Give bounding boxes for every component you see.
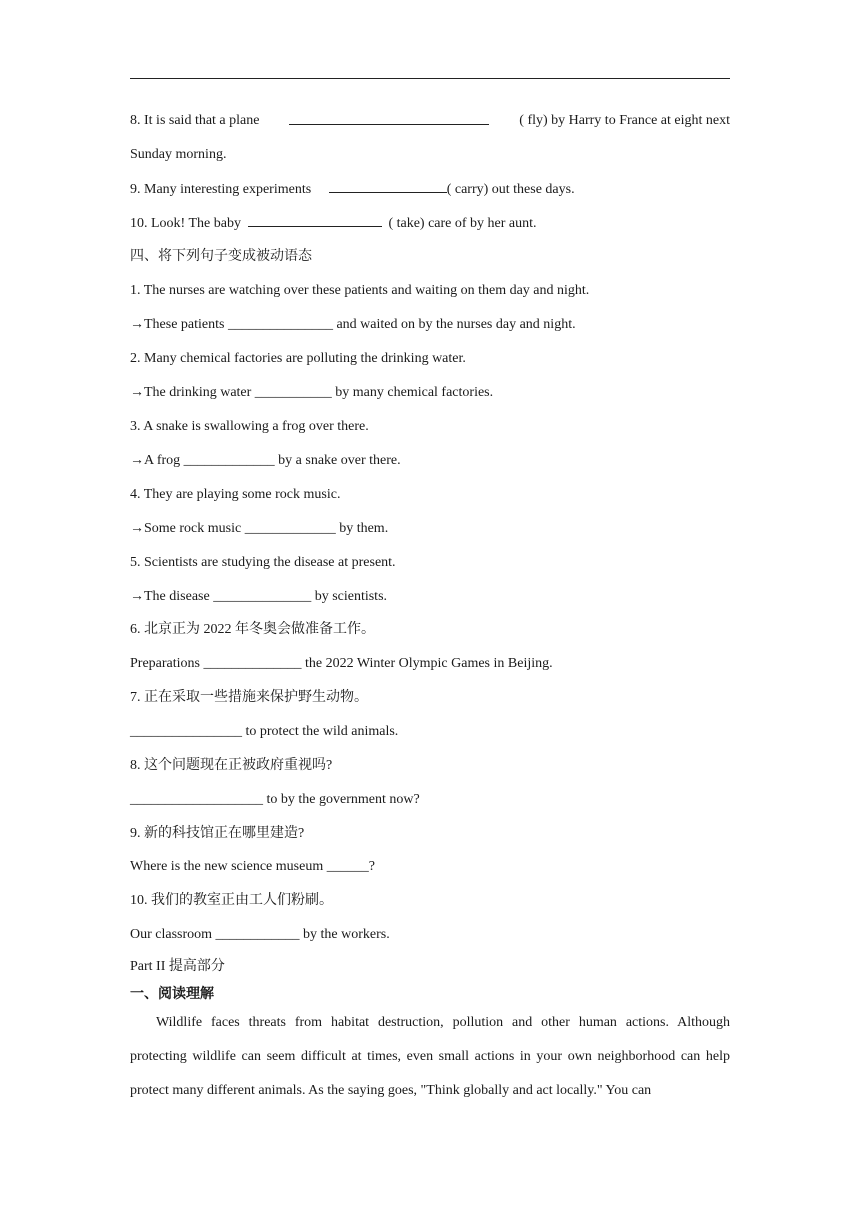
s4-line: →The disease ______________ by scientists. — [130, 589, 388, 604]
reading-passage: Wildlife faces threats from habitat destruction, pollution and other human actions. Although protecting wildlife can seem difficult at times, even small actions in your own neighborhood can help protect many different animals. As the saying goes, "Think globally and act locally." You can — [130, 1015, 730, 1098]
q8-text-b: ( fly) by Harry to France at eight next — [519, 113, 730, 128]
question-9 — [130, 180, 730, 199]
s4-line: 8. 这个问题现在正被政府重视吗? — [130, 758, 333, 773]
part-2-title: Part II 提高部分 — [130, 959, 225, 974]
s4-line: 9. 新的科技馆正在哪里建造? — [130, 826, 305, 841]
s4-line: Our classroom ____________ by the workers. — [130, 927, 390, 942]
q9-blank[interactable] — [329, 180, 447, 193]
s4-line: 5. Scientists are studying the disease at present. — [130, 555, 396, 570]
s4-line: →The drinking water ___________ by many chemical factories. — [130, 385, 494, 400]
s4-line: ___________________ to by the government now? — [130, 792, 420, 807]
q8-text-c: Sunday morning. — [130, 147, 227, 162]
q9-text-b: ( carry) out these days. — [446, 182, 575, 197]
reading-heading: 一、阅读理解 — [130, 987, 214, 1002]
question-10 — [130, 214, 730, 233]
q10-text-b: ( take) care of by her aunt. — [388, 216, 537, 231]
q9-text-a: 9. Many interesting experiments — [130, 182, 312, 197]
header-rule — [130, 78, 730, 79]
s4-line: 2. Many chemical factories are polluting the drinking water. — [130, 351, 466, 366]
q8-blank[interactable] — [289, 112, 489, 125]
s4-line: ________________ to protect the wild animals. — [130, 724, 399, 739]
s4-line: →A frog _____________ by a snake over there. — [130, 453, 401, 468]
s4-line: Where is the new science museum ______? — [130, 859, 375, 874]
s4-line: 6. 北京正为 2022 年冬奥会做准备工作。 — [130, 622, 375, 637]
s4-line: Preparations ______________ the 2022 Winter Olympic Games in Beijing. — [130, 656, 553, 671]
q10-blank[interactable] — [248, 214, 382, 227]
s4-line: 1. The nurses are watching over these patients and waiting on them day and night. — [130, 283, 590, 298]
question-8 — [130, 112, 730, 130]
q10-text-a: 10. Look! The baby — [130, 216, 241, 231]
s4-line: →These patients _______________ and waited on by the nurses day and night. — [130, 317, 576, 332]
s4-line: 10. 我们的教室正由工人们粉刷。 — [130, 893, 333, 908]
q8-text-a: 8. It is said that a plane — [130, 113, 260, 128]
s4-line: 3. A snake is swallowing a frog over there. — [130, 419, 369, 434]
s4-line: 4. They are playing some rock music. — [130, 487, 341, 502]
s4-line: →Some rock music _____________ by them. — [130, 521, 389, 536]
s4-line: 7. 正在采取一些措施来保护野生动物。 — [130, 690, 368, 705]
section-4-heading: 四、将下列句子变成被动语态 — [130, 249, 312, 264]
